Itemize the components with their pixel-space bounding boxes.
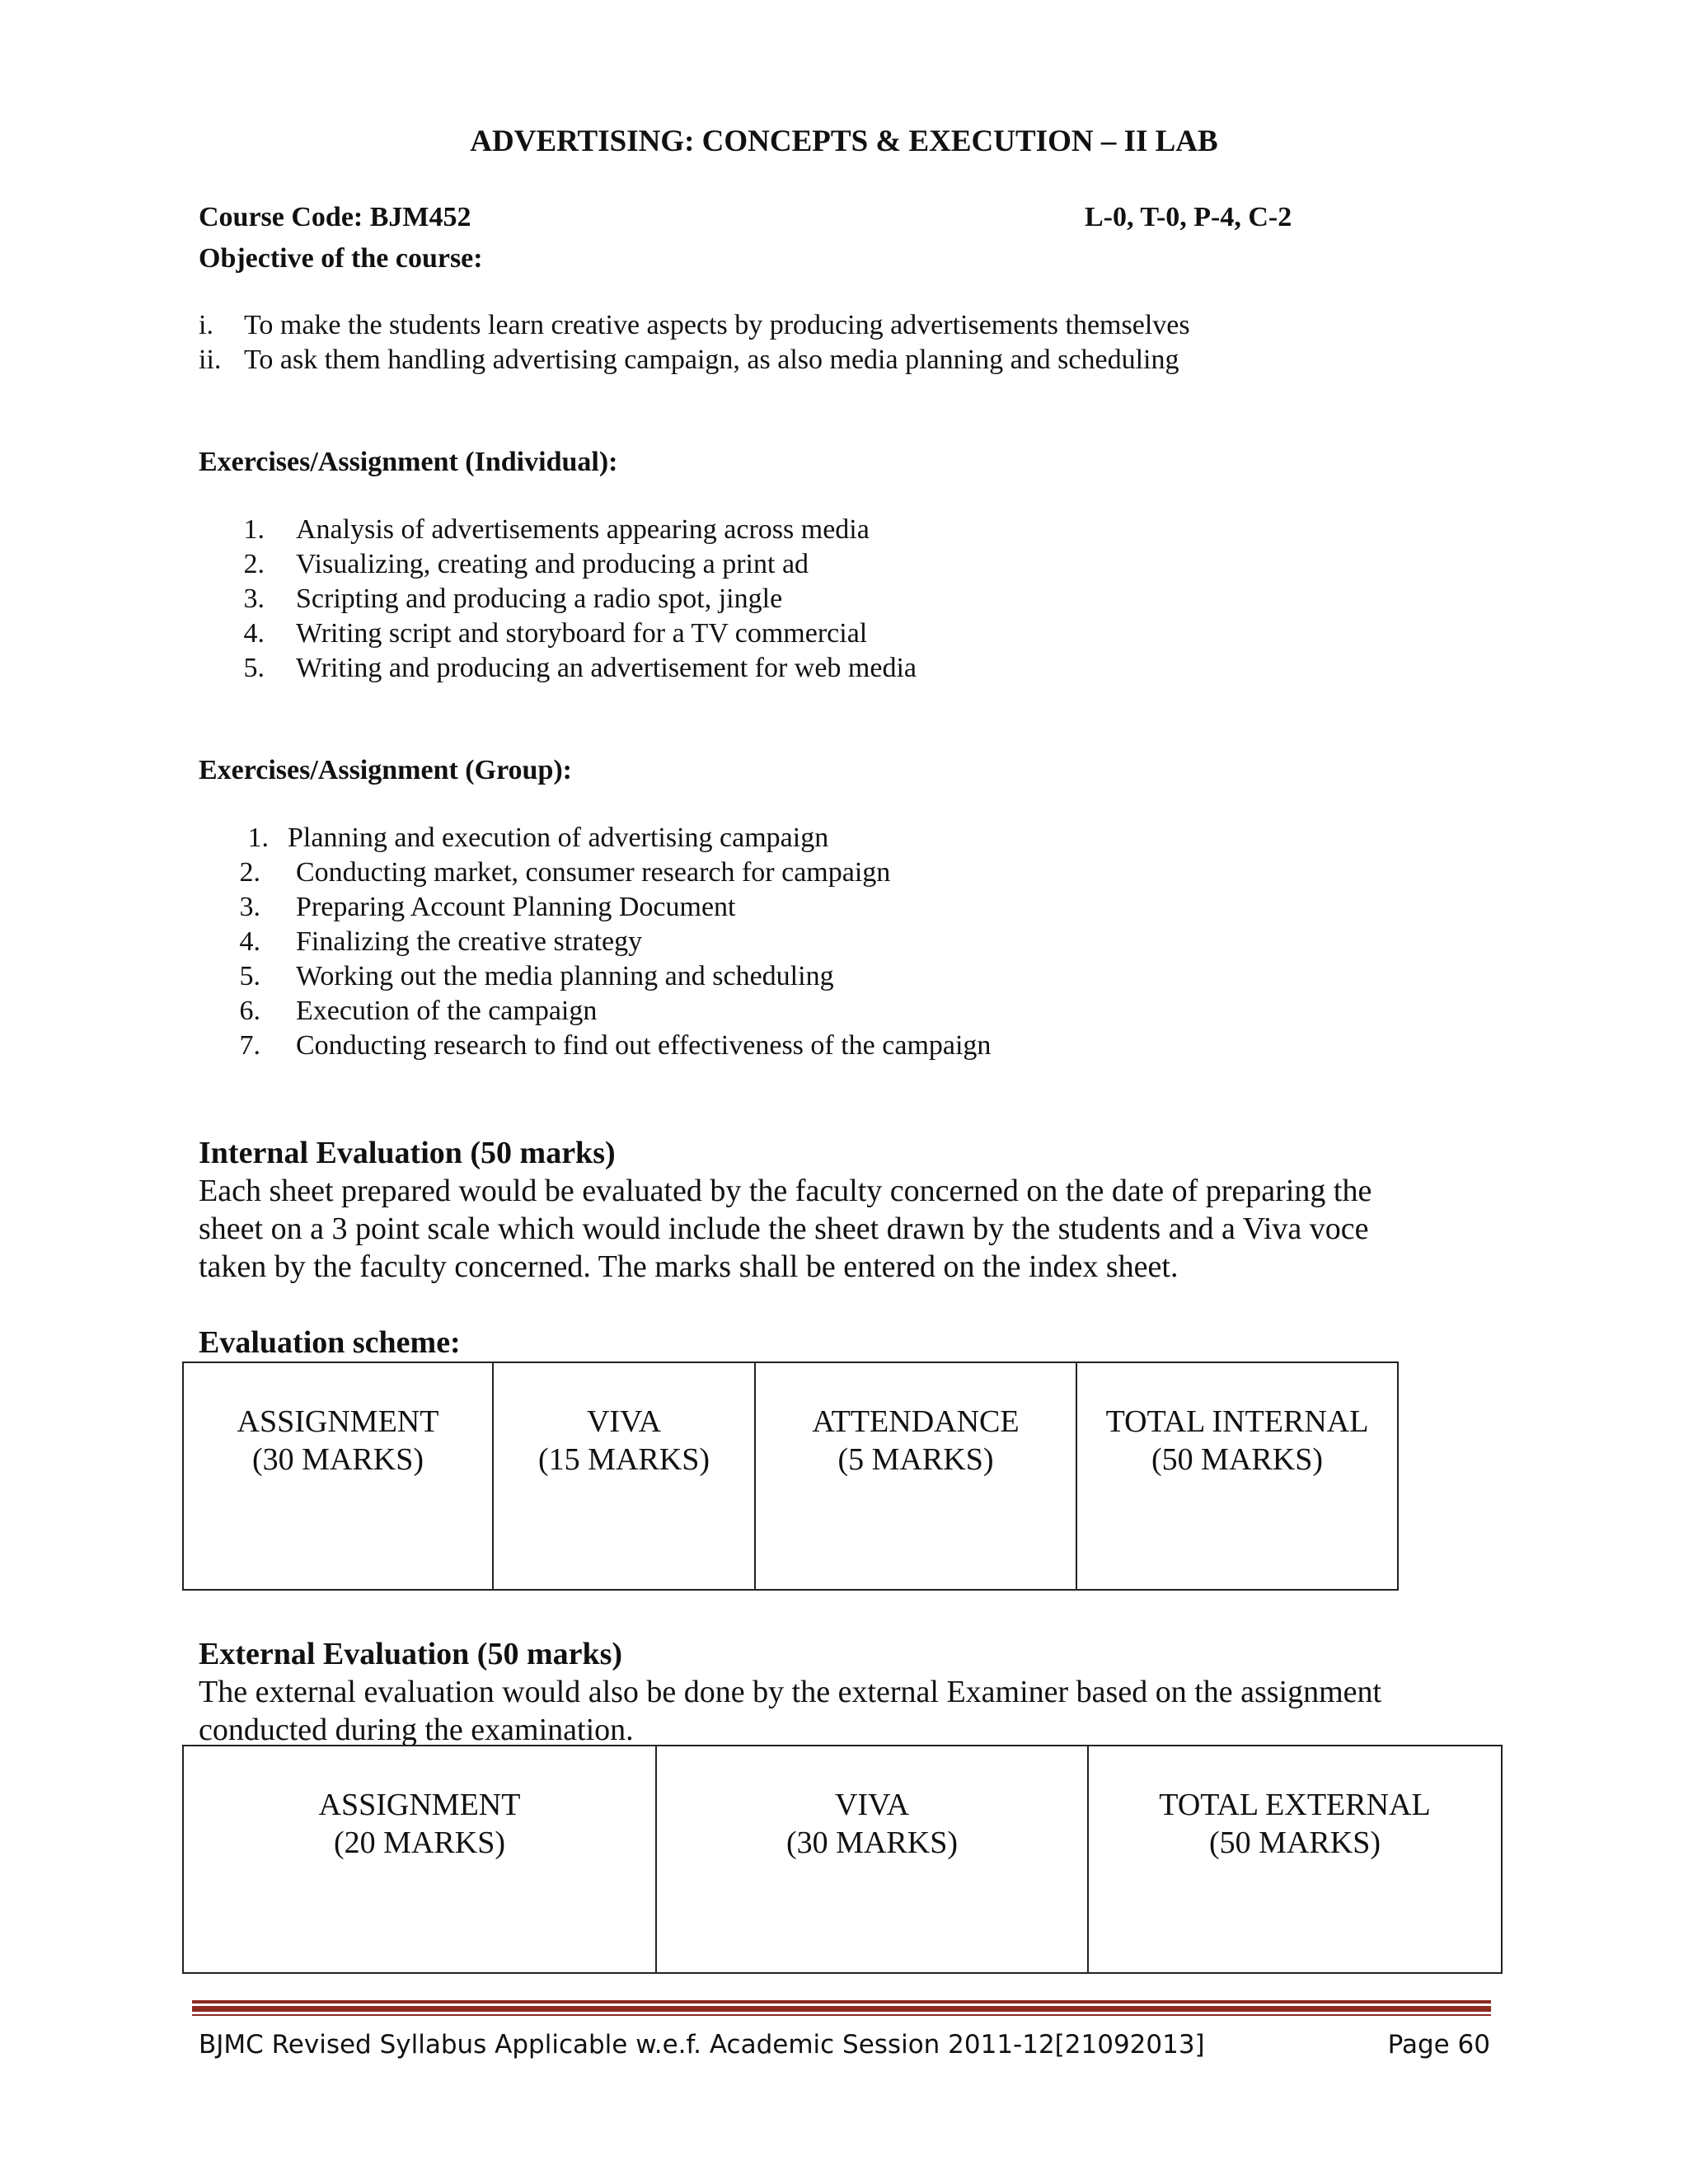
cell-marks: (50 MARKS) bbox=[1209, 1825, 1381, 1860]
group-text: Conducting research to find out effectiveness of the campaign bbox=[296, 1030, 992, 1061]
cell-marks: (5 MARKS) bbox=[837, 1442, 994, 1477]
cell-label: ASSIGNMENT bbox=[237, 1404, 439, 1439]
footer-page-number: Page 60 bbox=[1387, 2030, 1490, 2060]
individual-text: Analysis of advertisements appearing across media bbox=[296, 514, 870, 545]
individual-marker: 5. bbox=[243, 653, 265, 683]
internal-evaluation-table bbox=[182, 1361, 1399, 1591]
footer-syllabus-note: BJMC Revised Syllabus Applicable w.e.f. Academic Session 2011-12[21092013] bbox=[199, 2030, 1205, 2060]
external-paragraph-line: conducted during the examination. bbox=[199, 1713, 634, 1747]
internal-total-cell bbox=[1076, 1362, 1398, 1590]
individual-heading: Exercises/Assignment (Individual): bbox=[199, 447, 618, 477]
external-assignment-cell bbox=[183, 1746, 656, 1973]
individual-marker: 2. bbox=[243, 549, 265, 579]
individual-text: Writing and producing an advertisement for web media bbox=[296, 653, 917, 683]
internal-paragraph-line: Each sheet prepared would be evaluated by the faculty concerned on the date of preparing the bbox=[199, 1174, 1372, 1208]
group-marker: 4. bbox=[239, 926, 260, 957]
group-marker: 2. bbox=[239, 857, 260, 888]
objective-marker: ii. bbox=[199, 344, 222, 375]
cell-marks: (50 MARKS) bbox=[1151, 1442, 1323, 1477]
group-text: Execution of the campaign bbox=[296, 996, 598, 1026]
table-row bbox=[183, 1362, 1398, 1590]
cell-label: TOTAL INTERNAL bbox=[1105, 1404, 1369, 1439]
cell-marks: (20 MARKS) bbox=[334, 1825, 505, 1860]
cell-label: ASSIGNMENT bbox=[318, 1788, 521, 1822]
course-credits: L-0, T-0, P-4, C-2 bbox=[1085, 202, 1292, 232]
cell-label: TOTAL EXTERNAL bbox=[1159, 1788, 1431, 1822]
course-code: Course Code: BJM452 bbox=[199, 202, 471, 232]
internal-paragraph-line: taken by the faculty concerned. The marks shall be entered on the index sheet. bbox=[199, 1249, 1179, 1284]
external-total-cell bbox=[1088, 1746, 1502, 1973]
internal-attendance-cell bbox=[755, 1362, 1076, 1590]
internal-heading: Internal Evaluation (50 marks) bbox=[199, 1136, 616, 1170]
external-paragraph-line: The external evaluation would also be done by the external Examiner based on the assignment bbox=[199, 1675, 1382, 1709]
objective-text: To ask them handling advertising campaign, as also media planning and scheduling bbox=[244, 344, 1179, 375]
group-heading: Exercises/Assignment (Group): bbox=[199, 755, 573, 785]
cell-label: VIVA bbox=[586, 1404, 662, 1439]
internal-viva-cell bbox=[493, 1362, 755, 1590]
group-marker: 6. bbox=[239, 996, 260, 1026]
group-marker: 1. bbox=[247, 823, 269, 853]
footer-rule bbox=[192, 2014, 1491, 2016]
group-text: Finalizing the creative strategy bbox=[296, 926, 643, 957]
cell-marks: (30 MARKS) bbox=[252, 1442, 424, 1477]
group-marker: 7. bbox=[239, 1030, 260, 1061]
table-row bbox=[183, 1746, 1502, 1973]
page-title: ADVERTISING: CONCEPTS & EXECUTION – II LAB bbox=[470, 124, 1218, 158]
evaluation-scheme-heading: Evaluation scheme: bbox=[199, 1325, 461, 1360]
group-text: Planning and execution of advertising campaign bbox=[288, 823, 829, 853]
footer-rule bbox=[192, 2006, 1491, 2012]
group-text: Working out the media planning and scheduling bbox=[296, 961, 834, 991]
internal-assignment-cell bbox=[183, 1362, 493, 1590]
external-evaluation-table bbox=[182, 1745, 1503, 1974]
group-marker: 3. bbox=[239, 892, 260, 922]
internal-paragraph-line: sheet on a 3 point scale which would include the sheet drawn by the students and a Viva voce bbox=[199, 1212, 1369, 1246]
objective-heading: Objective of the course: bbox=[199, 243, 483, 274]
group-text: Preparing Account Planning Document bbox=[296, 892, 736, 922]
cell-label: VIVA bbox=[834, 1788, 910, 1822]
footer-rule bbox=[192, 2000, 1491, 2004]
cell-marks: (15 MARKS) bbox=[538, 1442, 710, 1477]
individual-marker: 3. bbox=[243, 583, 265, 614]
objective-marker: i. bbox=[199, 310, 213, 340]
external-viva-cell bbox=[656, 1746, 1088, 1973]
individual-text: Writing script and storyboard for a TV commercial bbox=[296, 618, 868, 649]
group-text: Conducting market, consumer research for campaign bbox=[296, 857, 891, 888]
cell-label: ATTENDANCE bbox=[812, 1404, 1020, 1439]
objective-text: To make the students learn creative aspects by producing advertisements themselves bbox=[244, 310, 1190, 340]
external-heading: External Evaluation (50 marks) bbox=[199, 1637, 623, 1671]
cell-marks: (30 MARKS) bbox=[786, 1825, 958, 1860]
individual-marker: 1. bbox=[243, 514, 265, 545]
individual-marker: 4. bbox=[243, 618, 265, 649]
individual-text: Visualizing, creating and producing a print ad bbox=[296, 549, 809, 579]
individual-text: Scripting and producing a radio spot, jingle bbox=[296, 583, 783, 614]
group-marker: 5. bbox=[239, 961, 260, 991]
